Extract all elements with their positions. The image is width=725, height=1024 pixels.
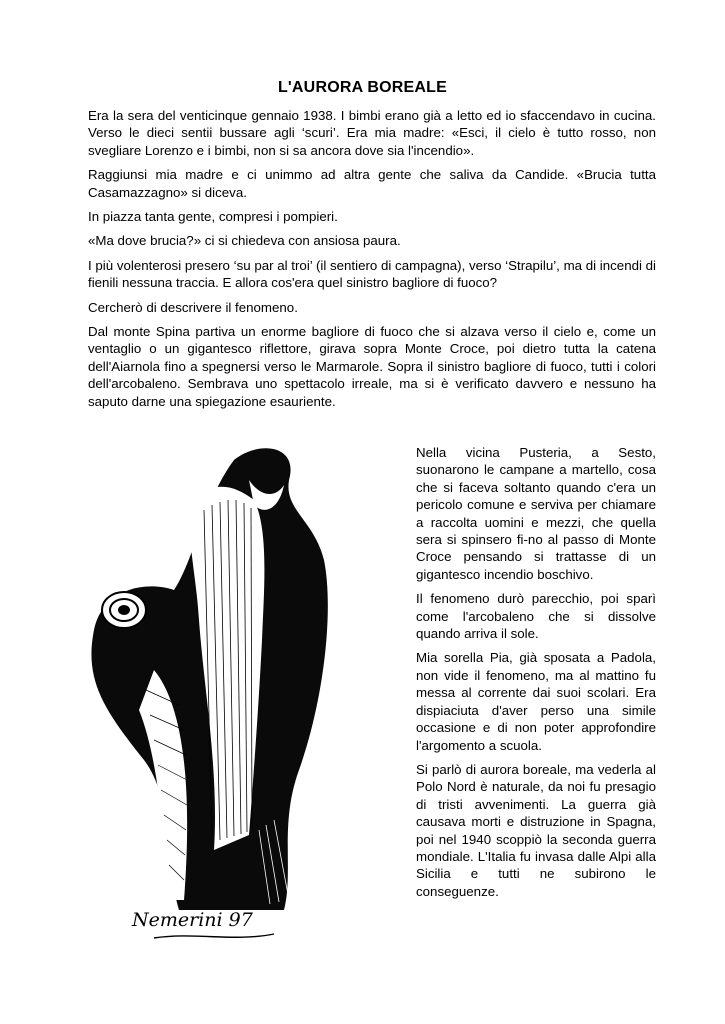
paragraph: Nella vicina Pusteria, a Sesto, suonarono le campane a martello, cosa che si faceva soltanto quando c'era un pericolo comune e serviva per chiamare a raccolta uomini e mezzi, che quella sera si spinsero fi-no al passo di Monte Croce pensando si trattasse di un gigantesco incendio boschivo. — [416, 445, 656, 582]
paragraph: In piazza tanta gente, compresi i pompieri. — [88, 209, 338, 225]
top-text-column — [88, 107, 656, 417]
paragraph: Cercherò di descrivere il fenomeno. — [88, 299, 298, 315]
ink-drawing-illustration — [84, 440, 384, 950]
artist-signature: Nemerini 97 — [132, 909, 253, 931]
paragraph: Mia sorella Pia, già sposata a Padola, non vide il fenomeno, ma al mattino fu messa al corrente dai suoi scolari. Era dispiaciuta d'aver perso una simile occasione e di non poter approfondire l'argomento a scuola. — [416, 650, 656, 753]
paragraph: Il fenomeno durò parecchio, poi sparì come l'arcobaleno che si dissolve quando arriva il sole. — [416, 591, 656, 642]
paragraph: «Ma dove brucia?» ci si chiedeva con ansiosa paura. — [88, 233, 401, 249]
paragraph: I più volenterosi presero ‘su par al troi’ (il sentiero di campagna), verso ‘Strapilu’, ma di incendi di fienili nessuna traccia. E allora cos'era quel sinistro bagliore di fuoco? — [88, 257, 656, 291]
paragraph: Era la sera del venticinque gennaio 1938. I bimbi erano già a letto ed io sfaccendavo in cucina. Verso le dieci sentii bussare agli ‘scuri’. Era mia madre: «Esci, il cielo è tutto rosso, non svegliare Lorenzo e i bimbi, non si sa ancora dove sia l'incendio». — [88, 108, 656, 158]
signature-underline — [154, 934, 274, 938]
paragraph: Dal monte Spina partiva un enorme bagliore di fuoco che si alzava verso il cielo e, come un ventaglio o un gigantesco riflettore, girava sopra Monte Croce, poi dietro tutta la catena dell'Aiarnola fino a spegnersi verso le Marmarole. Sopra il sinistro bagliore di fuoco, tutti i colori dell'arcobaleno. Sembrava uno spettacolo irreale, ma si è verificato davvero e nessuno ha saputo darne una spiegazione esauriente. — [88, 324, 656, 409]
page-title: L'AURORA BOREALE — [277, 79, 448, 96]
right-text-column — [416, 444, 656, 907]
paragraph: Raggiunsi mia madre e ci unimmo ad altra gente che saliva da Candide. «Brucia tutta Casamazzagno» si diceva. — [88, 167, 656, 200]
paragraph: Si parlò di aurora boreale, ma vederla al Polo Nord è naturale, da noi fu presagio di tristi avvenimenti. La guerra già causava morti e distruzione in Spagna, poi nel 1940 scoppiò la seconda guerra mondiale. L'Italia fu invasa dalle Alpi alla Sicilia e tutti ne subirono le conseguenze. — [416, 761, 656, 899]
